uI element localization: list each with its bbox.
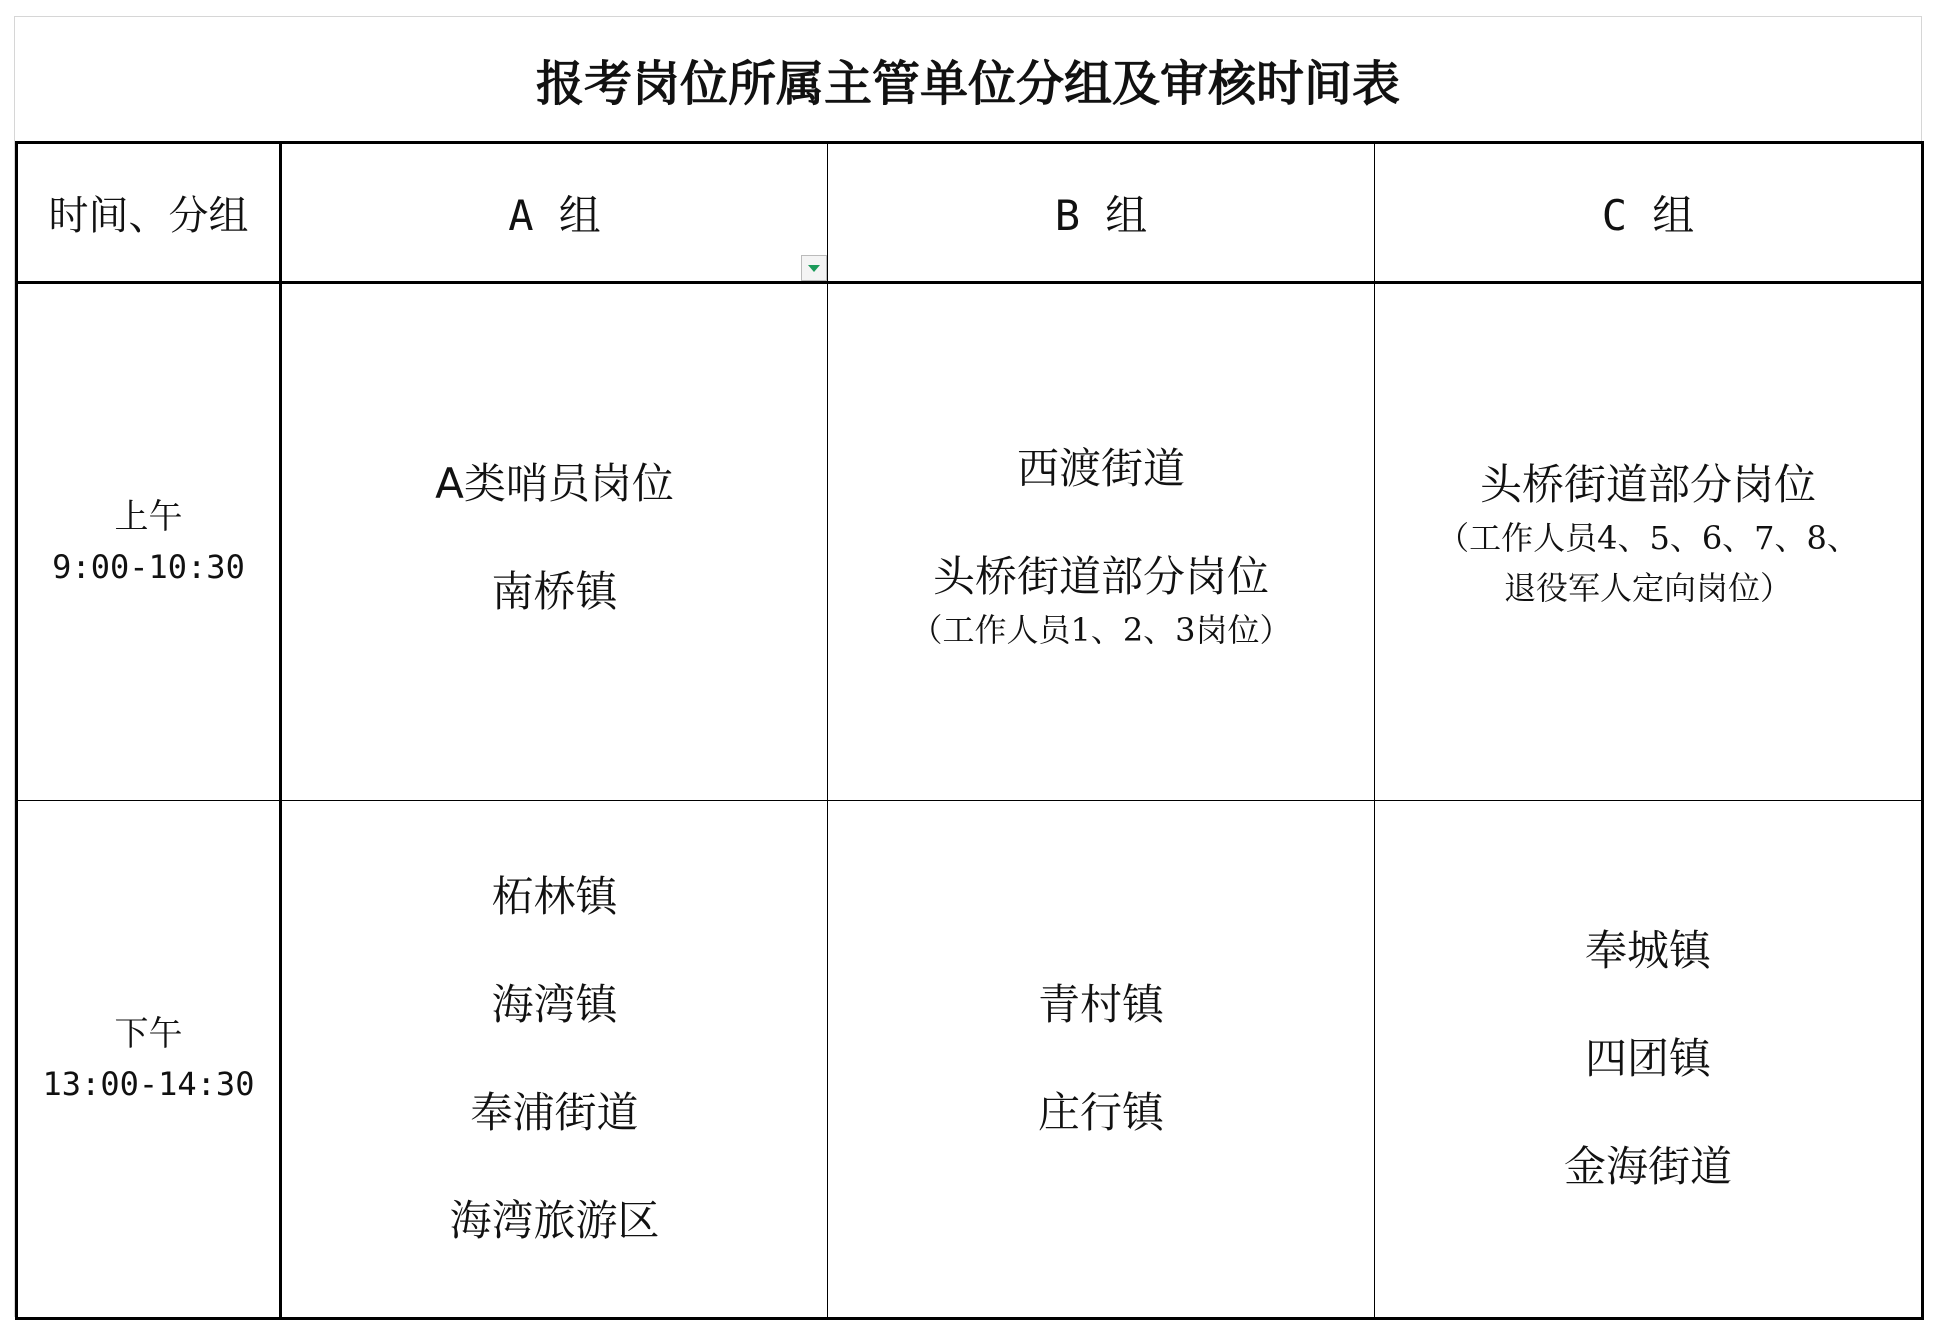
morning-group-b-cell[interactable] bbox=[828, 283, 1375, 801]
corner-header-label: 时间、分组 bbox=[48, 193, 249, 239]
afternoon-period-label: 下午 bbox=[114, 1014, 183, 1054]
unit-label: 四团镇 bbox=[1584, 1034, 1711, 1083]
unit-label: A类哨员岗位 bbox=[435, 459, 674, 508]
morning-group-c-cell[interactable] bbox=[1375, 283, 1923, 801]
group-b-label: B 组 bbox=[1054, 190, 1148, 240]
unit-label: 海湾镇 bbox=[491, 980, 618, 1029]
unit-note-line-2: 退役军人定向岗位） bbox=[1503, 569, 1792, 607]
table-title: 报考岗位所属主管单位分组及审核时间表 bbox=[535, 55, 1400, 112]
afternoon-time-cell[interactable] bbox=[17, 801, 281, 1319]
morning-group-a-cell[interactable] bbox=[281, 283, 828, 801]
unit-label: 奉浦街道 bbox=[470, 1088, 639, 1137]
unit-label: 奉城镇 bbox=[1584, 926, 1711, 975]
unit-label: 头桥街道部分岗位 bbox=[1479, 460, 1816, 509]
unit-label: 金海街道 bbox=[1563, 1142, 1732, 1191]
morning-time-range: 9:00-10:30 bbox=[52, 548, 245, 586]
afternoon-group-b-cell[interactable] bbox=[828, 801, 1375, 1319]
group-a-header-cell[interactable] bbox=[281, 143, 828, 283]
unit-label: 西渡街道 bbox=[1016, 444, 1185, 493]
afternoon-row bbox=[17, 801, 1923, 1319]
corner-header-cell[interactable] bbox=[17, 143, 281, 283]
afternoon-group-c-cell[interactable] bbox=[1375, 801, 1923, 1319]
header-row bbox=[17, 143, 1923, 283]
afternoon-group-a-cell[interactable] bbox=[281, 801, 828, 1319]
unit-note: （工作人员1、2、3岗位） bbox=[910, 611, 1292, 649]
unit-label: 庄行镇 bbox=[1037, 1088, 1164, 1137]
unit-label: 青村镇 bbox=[1037, 980, 1164, 1029]
morning-row bbox=[17, 283, 1923, 801]
morning-time-cell[interactable] bbox=[17, 283, 281, 801]
unit-label: 海湾旅游区 bbox=[449, 1196, 660, 1245]
afternoon-time-range: 13:00-14:30 bbox=[42, 1065, 255, 1103]
unit-label: 头桥街道部分岗位 bbox=[932, 552, 1269, 601]
filter-dropdown-icon[interactable] bbox=[801, 255, 827, 281]
group-c-header-cell[interactable] bbox=[1375, 143, 1923, 283]
group-c-label: C 组 bbox=[1601, 190, 1695, 240]
morning-period-label: 上午 bbox=[114, 497, 183, 537]
unit-label: 南桥镇 bbox=[491, 567, 618, 616]
unit-label: 柘林镇 bbox=[491, 872, 618, 921]
schedule-table bbox=[15, 141, 1924, 1320]
spreadsheet-sheet bbox=[14, 16, 1922, 1317]
group-b-header-cell[interactable] bbox=[828, 143, 1375, 283]
unit-note-line-1: （工作人员4、5、6、7、8、 bbox=[1437, 519, 1859, 557]
group-a-label: A 组 bbox=[508, 190, 601, 240]
